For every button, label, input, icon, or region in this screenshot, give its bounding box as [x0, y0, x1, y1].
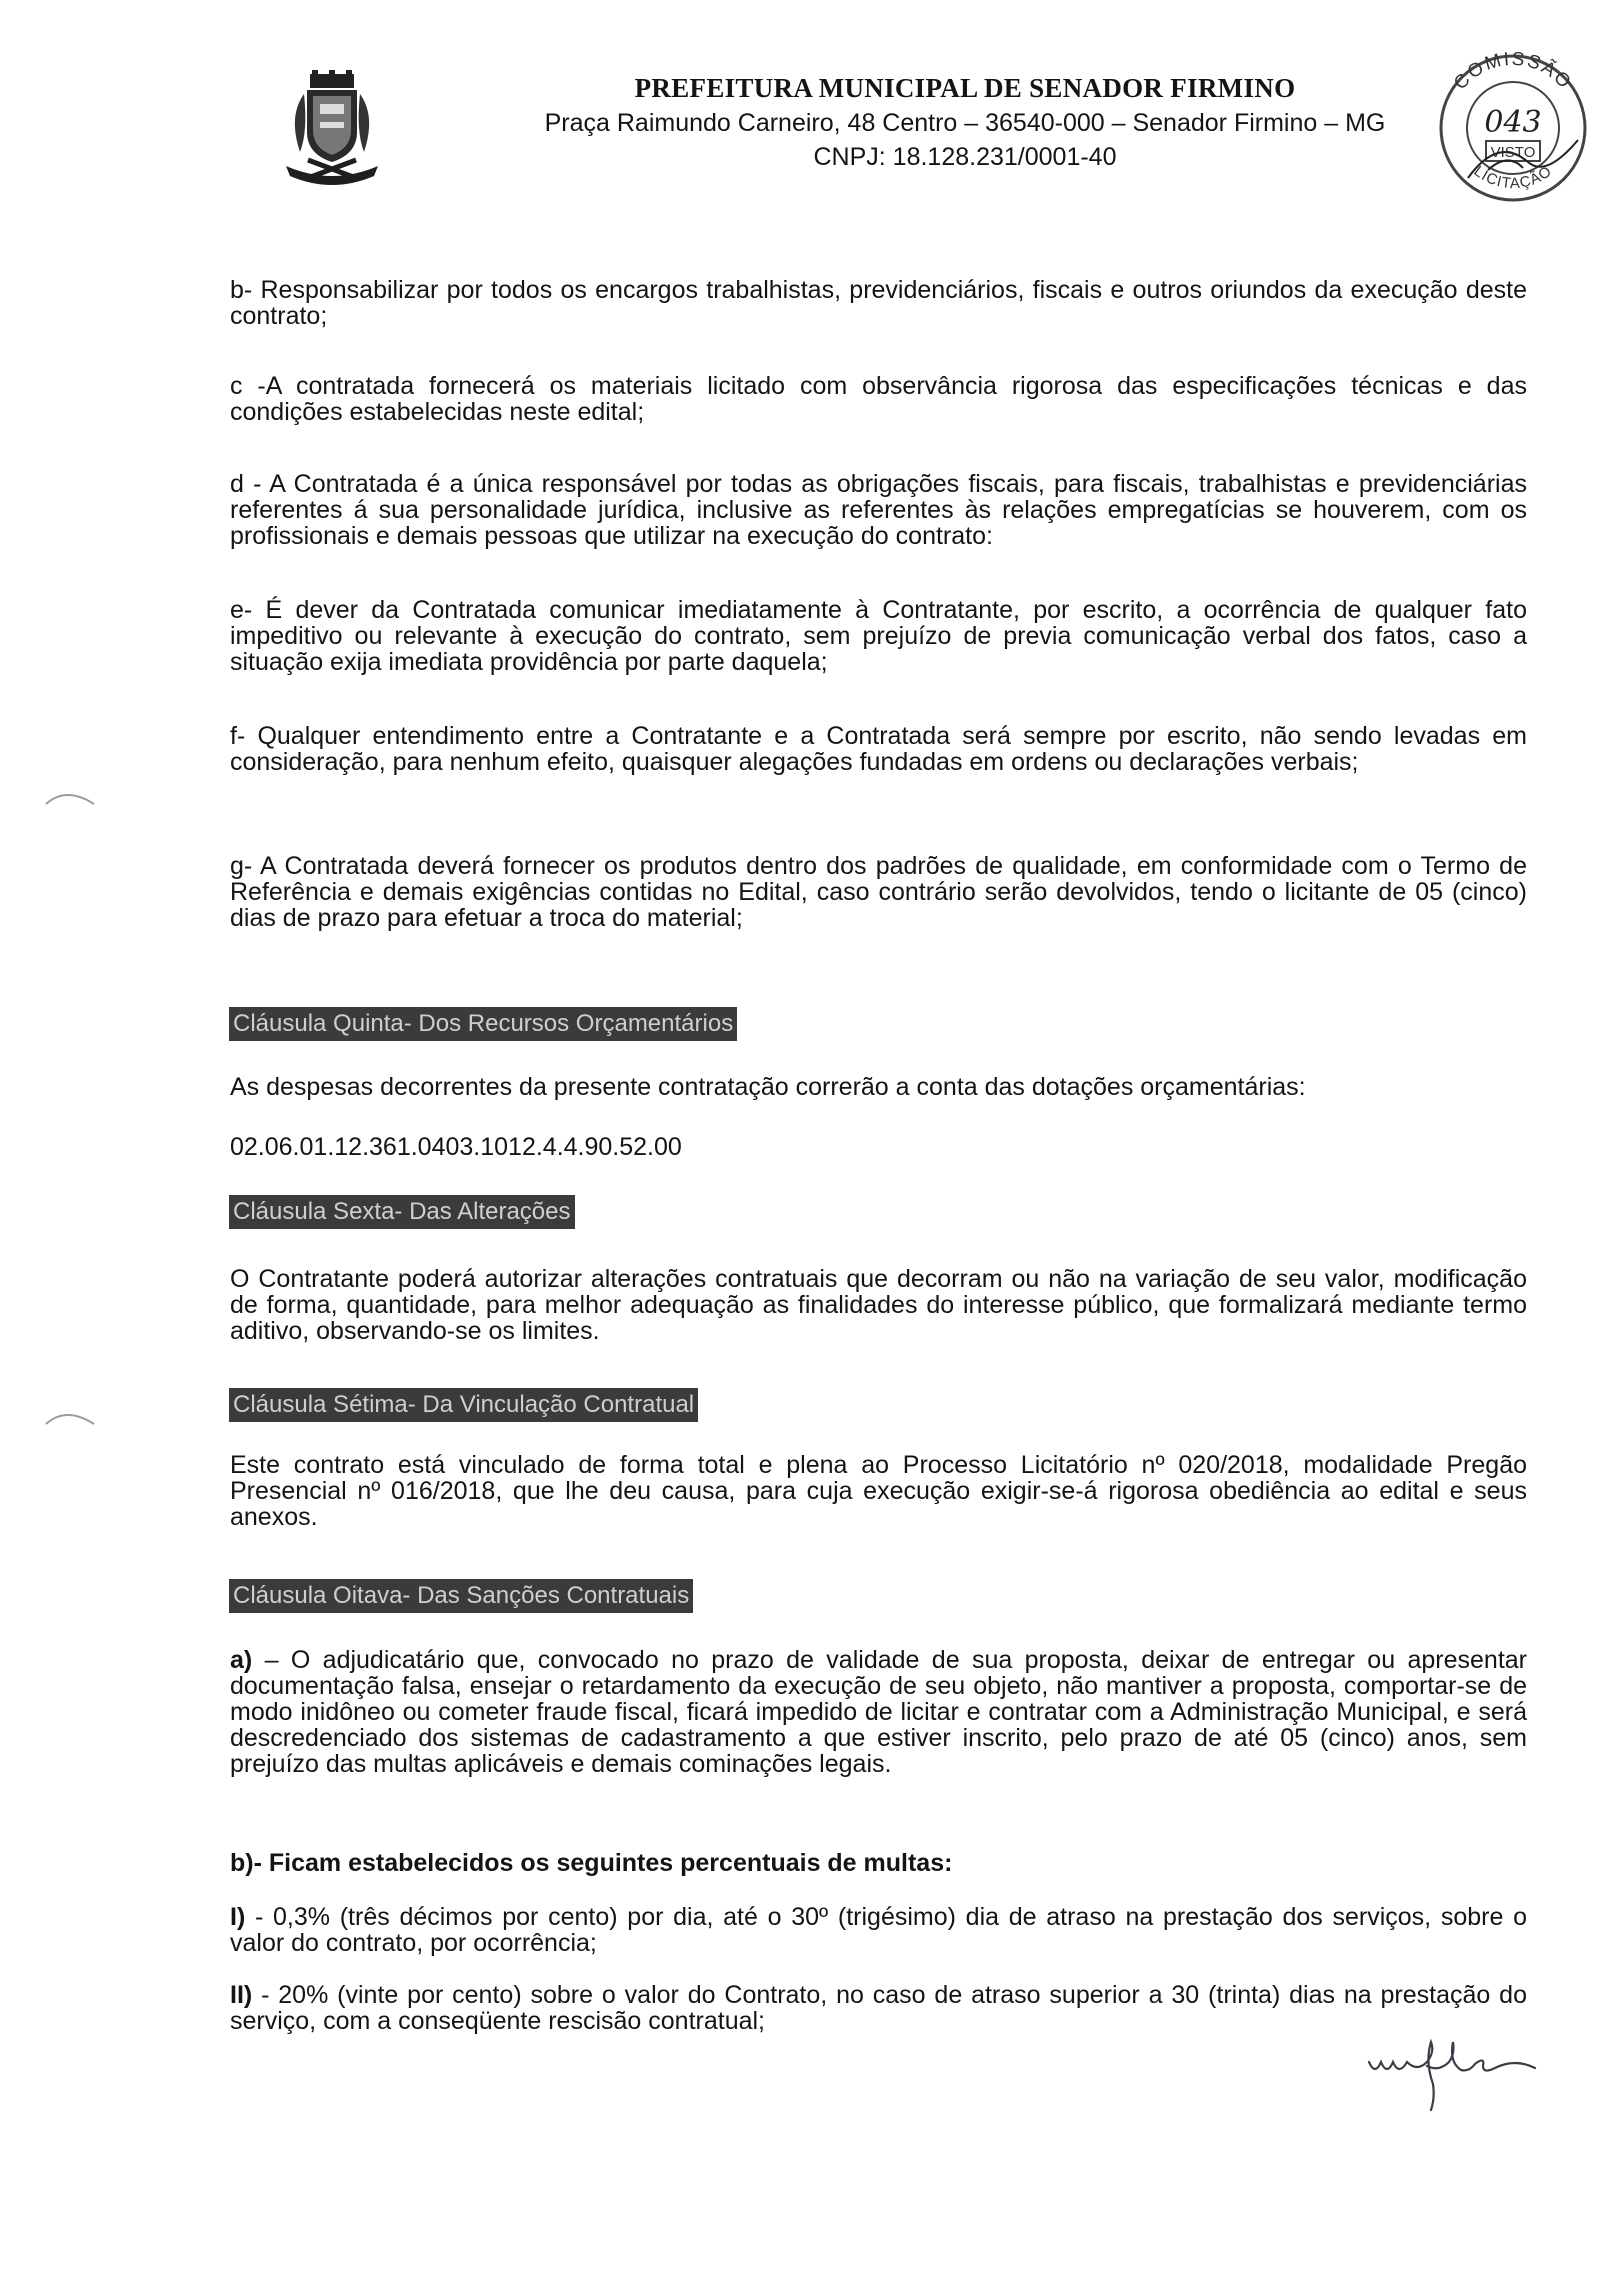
- letterhead: [470, 70, 1460, 174]
- dotacao-orcamentaria: 02.06.01.12.361.0403.1012.4.4.90.52.00: [230, 1133, 682, 1161]
- clausula-sexta-text: O Contratante poderá autorizar alterações contratuais que decorram ou não na variação de seu valor, modificação de forma, quantidade, para melhor adequação as finalidades do interesse público, que formalizará mediante termo aditivo, observando-se os limites.: [230, 1265, 1527, 1345]
- municipal-crest-icon: [282, 70, 382, 188]
- paragraph-e: e- É dever da Contratada comunicar imediatamente à Contratante, por escrito, a ocorrência de qualquer fato impeditivo ou relevante à execução do contrato, sem prejuízo de previa comunicação verbal dos fatos, caso a situação exija imediata providência por parte daquela;: [230, 596, 1527, 676]
- stamp-number: 043: [1484, 105, 1542, 140]
- signature-icon: [1365, 2032, 1540, 2112]
- multas-heading: b)- Ficam estabelecidos os seguintes percentuais de multas:: [230, 1849, 953, 1877]
- stamp-bottom-text: LICITAÇÃO: [1470, 162, 1556, 193]
- multa-ii-text: - 20% (vinte por cento) sobre o valor do Contrato, no caso de atraso superior a 30 (trinta) dias na prestação do serviço, com a conseqüente rescisão contratual;: [230, 1981, 1527, 2035]
- sancao-a-label: a): [230, 1646, 253, 1674]
- paragraph-c: c -A contratada fornecerá os materiais licitado com observância rigorosa das especificações técnicas e das condições estabelecidas neste edital;: [230, 372, 1527, 426]
- letterhead-title: PREFEITURA MUNICIPAL DE SENADOR FIRMINO: [634, 73, 1296, 103]
- multa-ii: [230, 1982, 1527, 2034]
- margin-mark-icon: [42, 782, 102, 812]
- clausula-quinta-heading: Cláusula Quinta- Dos Recursos Orçamentários: [229, 1007, 737, 1041]
- sancao-a: [230, 1647, 1527, 1777]
- stamp-visto: VISTO: [1490, 144, 1536, 161]
- letterhead-cnpj: CNPJ: 18.128.231/0001-40: [813, 143, 1117, 171]
- multa-ii-label: II): [230, 1981, 253, 2009]
- stamp-top-text: COMISSÃO: [1450, 48, 1576, 95]
- paragraph-b: b- Responsabilizar por todos os encargos trabalhistas, previdenciários, fiscais e outros oriundos da execução deste contrato;: [230, 276, 1527, 330]
- clausula-quinta-text: As despesas decorrentes da presente contratação correrão a conta das dotações orçamentárias:: [230, 1073, 1306, 1101]
- clausula-sexta-heading: Cláusula Sexta- Das Alterações: [229, 1195, 575, 1229]
- clausula-setima-heading: Cláusula Sétima- Da Vinculação Contratual: [229, 1388, 698, 1422]
- multa-i-label: I): [230, 1903, 246, 1931]
- margin-mark-icon: [42, 1402, 102, 1432]
- sancao-a-text: – O adjudicatário que, convocado no prazo de validade de sua proposta, deixar de entregar ou apresentar documentação falsa, ensejar o retardamento da execução de seu objeto, não mantiver a proposta, comportar-se de modo inidôneo ou cometer fraude fiscal, ficará impedido de licitar e contratar com a Administração Municipal, e será descredenciado dos sistemas de cadastramento a que estiver inscrito, pelo prazo de até 05 (cinco) anos, sem prejuízo das multas aplicáveis e demais cominações legais.: [230, 1646, 1527, 1778]
- clausula-oitava-heading: Cláusula Oitava- Das Sanções Contratuais: [229, 1579, 693, 1613]
- paragraph-f: f- Qualquer entendimento entre a Contratante e a Contratada será sempre por escrito, não sendo levadas em consideração, para nenhum efeito, quaisquer alegações fundadas em ordens ou declarações verbais;: [230, 722, 1527, 776]
- paragraph-d: d - A Contratada é a única responsável por todas as obrigações fiscais, para fiscais, trabalhistas e previdenciárias referentes á sua personalidade jurídica, inclusive as referentes às relações empregatícias se houverem, com os profissionais e demais pessoas que utilizar na execução do contrato:: [230, 470, 1527, 550]
- multa-i: [230, 1904, 1527, 1956]
- commission-stamp-icon: [1428, 40, 1598, 210]
- letterhead-address: Praça Raimundo Carneiro, 48 Centro – 36540-000 – Senador Firmino – MG: [544, 109, 1386, 137]
- multa-i-text: - 0,3% (três décimos por cento) por dia, até o 30º (trigésimo) dia de atraso na prestação dos serviços, sobre o valor do contrato, por ocorrência;: [230, 1903, 1527, 1957]
- clausula-setima-text: Este contrato está vinculado de forma total e plena ao Processo Licitatório nº 020/2018, modalidade Pregão Presencial nº 016/2018, que lhe deu causa, para cuja execução exigir-se-á rigorosa obediência ao edital e seus anexos.: [230, 1451, 1527, 1531]
- paragraph-g: g- A Contratada deverá fornecer os produtos dentro dos padrões de qualidade, em conformidade com o Termo de Referência e demais exigências contidas no Edital, caso contrário serão devolvidos, tendo o licitante de 05 (cinco) dias de prazo para efetuar a troca do material;: [230, 852, 1527, 932]
